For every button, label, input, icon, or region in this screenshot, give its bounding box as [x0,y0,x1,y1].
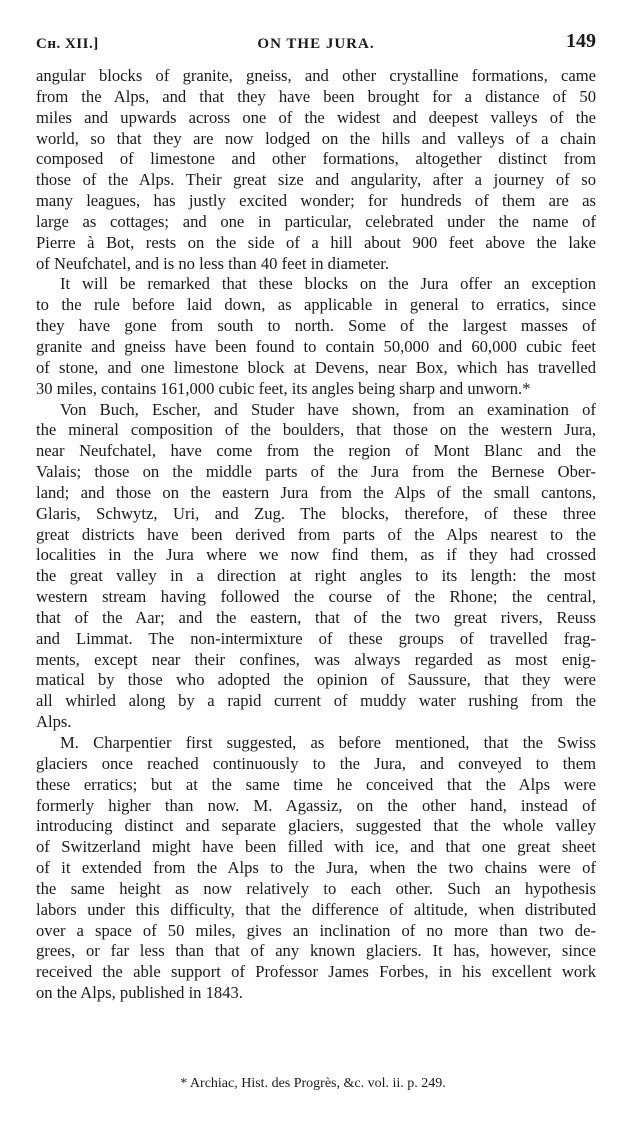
text-line: western stream having followed the course of the Rhone; the central, [36,587,596,607]
text-line: Pierre à Bot, rests on the side of a hill about 900 feet above the lake [36,232,596,252]
running-header [36,28,596,58]
text-line: of stone, and one limestone block at Devens, near Box, which has travelled [36,357,596,377]
body-text [36,66,596,1004]
text-line: all whirled along by a rapid current of muddy water rushing from the [36,691,596,711]
text-line: on the Alps, published in 1843. [36,983,243,1003]
text-line: of it extended from the Alps to the Jura, when the two chains were of [36,858,596,878]
chapter-label: Cʜ. XII.] [36,36,99,52]
text-line: the mineral composition of the boulders, that those on the western Jura, [36,420,596,440]
text-line: they have gone from south to north. Some of the largest masses of [36,316,596,336]
text-line: introducing distinct and separate glaciers, suggested that the whole valley [36,816,596,836]
text-line: granite and gneiss have been found to contain 50,000 and 60,000 cubic feet [36,336,596,356]
text-line: world, so that they are now lodged on the hills and valleys of a chain [36,128,596,148]
text-line: the same height as now relatively to each other. Such an hypothesis [36,878,596,898]
paragraph [36,274,596,399]
text-line: miles and upwards across one of the widest and deepest valleys of the [36,107,596,127]
text-line: glaciers once reached continuously to the Jura, and conveyed to them [36,753,596,773]
text-line: Alps. [36,712,72,732]
text-line: 30 miles, contains 161,000 cubic feet, its angles being sharp and unworn.* [36,378,531,398]
text-line: Glaris, Schwytz, Uri, and Zug. The blocks, therefore, of these three [36,503,596,523]
footnote: * Archiac, Hist. des Progrès, &c. vol. ii. p. 249. [180,1076,446,1091]
text-line: of Switzerland might have been filled with ice, and that one great sheet [36,837,596,857]
text-line: Valais; those on the middle parts of the Jura from the Bernese Ober- [36,462,596,482]
text-line: over a space of 50 miles, gives an inclination of no more than two de- [36,920,596,940]
paragraph [36,733,596,1004]
page-number: 149 [566,30,596,52]
text-line: composed of limestone and other formations, altogether distinct from [36,149,596,169]
text-line: these erratics; but at the same time he conceived that the Alps were [36,774,596,794]
text-line: land; and those on the eastern Jura from the Alps of the small cantons, [36,482,596,502]
paragraph [36,66,596,274]
text-line: and Limmat. The non-intermixture of these groups of travelled frag- [36,628,596,648]
text-line: angular blocks of granite, gneiss, and other crystalline formations, came [36,66,596,85]
text-line: grees, or far less than that of any known glaciers. It has, however, since [36,941,596,961]
text-line: near Neufchatel, have come from the region of Mont Blanc and the [36,441,596,461]
text-line: It will be remarked that these blocks on the Jura offer an exception [60,274,596,294]
text-line: many leagues, has justly excited wonder; for hundreds of them are as [36,191,596,211]
text-line: formerly higher than now. M. Agassiz, on the other hand, instead of [36,795,596,815]
text-line: matical by those who adopted the opinion of Saussure, that they were [36,670,596,690]
text-line: that of the Aar; and the eastern, that of the two great rivers, Reuss [36,607,596,627]
text-line: localities in the Jura where we now find them, as if they had crossed [36,545,596,565]
text-line: M. Charpentier first suggested, as before mentioned, that the Swiss [60,733,596,752]
paragraph [36,400,596,734]
text-line: from the Alps, and that they have been brought for a distance of 50 [36,86,596,106]
page-title: ON THE JURA. [257,36,375,52]
text-line: labors under this difficulty, that the difference of altitude, when distributed [36,899,596,919]
text-line: those of the Alps. Their great size and angularity, after a journey of so [36,170,596,190]
text-line: of Neufchatel, and is no less than 40 feet in diameter. [36,253,389,273]
text-line: the great valley in a direction at right angles to its length: the most [36,566,596,586]
text-line: received the able support of Professor James Forbes, in his excellent work [36,962,596,982]
text-line: Von Buch, Escher, and Studer have shown, from an examination of [60,399,596,419]
text-line: large as cottages; and one in particular, celebrated under the name of [36,211,596,231]
text-line: to the rule before laid down, as applicable in general to erratics, since [36,295,596,315]
text-line: great districts have been derived from parts of the Alps nearest to the [36,524,596,544]
text-line: ments, except near their confines, was always regarded as most enig- [36,649,596,669]
